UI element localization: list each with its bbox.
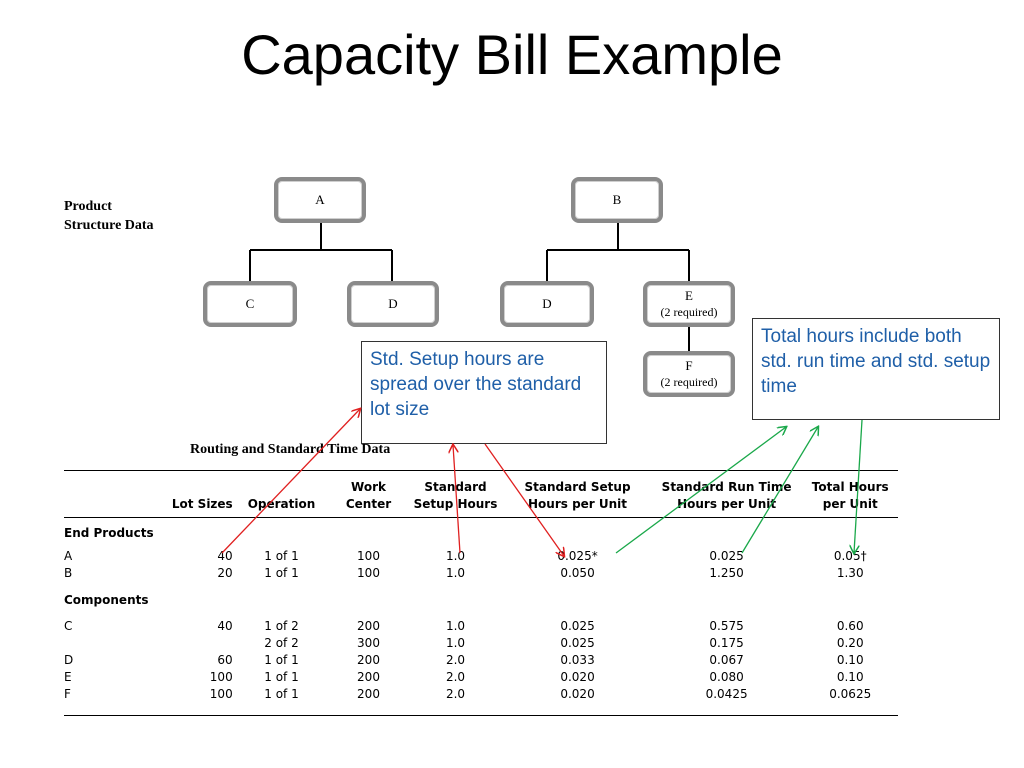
section-row-components: [64, 582, 898, 618]
node-b: [571, 177, 663, 223]
cell-lot: 100: [209, 670, 233, 684]
node-c-label: C: [245, 296, 255, 311]
node-a: [274, 177, 366, 223]
node-f-note: (2 required): [660, 375, 718, 389]
cell-lot: 40: [217, 619, 233, 633]
cell-setup-per-unit: 0.025: [560, 636, 595, 650]
node-d-under-a: [347, 281, 439, 327]
header-standard-setup-hours: Standard Setup Hours: [407, 471, 505, 518]
table-row: [64, 652, 898, 669]
cell-operation: 1 of 1: [264, 670, 299, 684]
cell-run-time: 0.025: [709, 549, 744, 563]
cell-setup: 2.0: [445, 653, 466, 667]
cell-total: 1.30: [836, 566, 864, 580]
node-e-label: E: [685, 288, 693, 303]
cell-setup: 1.0: [445, 566, 466, 580]
section-row-end-products: [64, 518, 898, 549]
cell-run-time: 0.080: [709, 670, 744, 684]
cell-total: 0.0625: [802, 686, 898, 716]
cell-work-center: 100: [357, 549, 380, 563]
cell-setup-per-unit: 0.025: [560, 619, 595, 633]
header-setup-per-unit: Standard Setup Hours per Unit: [504, 471, 650, 518]
cell-operation: 1 of 1: [264, 653, 299, 667]
cell-work-center: 200: [357, 619, 380, 633]
cell-lot: [133, 635, 233, 652]
node-c: [203, 281, 297, 327]
cell-lot: 40: [217, 549, 233, 563]
cell-work-center: 100: [357, 566, 380, 580]
cell-total: 0.10: [836, 670, 864, 684]
node-a-label: A: [315, 192, 325, 207]
cell-item: D: [64, 653, 74, 667]
table-header-row: [64, 471, 898, 518]
cell-item: F: [64, 686, 133, 716]
cell-setup-per-unit: 0.050: [560, 566, 595, 580]
cell-work-center: 300: [357, 636, 380, 650]
product-structure-label-line2: Structure Data: [64, 218, 154, 233]
cell-run-time: 0.575: [709, 619, 744, 633]
node-e: [643, 281, 735, 327]
cell-operation: 1 of 1: [264, 549, 299, 563]
header-lot-sizes: Lot Sizes: [133, 471, 233, 518]
cell-setup: 1.0: [445, 619, 466, 633]
cell-operation: 1 of 2: [264, 619, 299, 633]
cell-item: A: [64, 549, 73, 563]
cell-setup-per-unit: 0.020: [504, 686, 650, 716]
callout-total-hours: Total hours include both std. run time and std. setup time: [752, 318, 1000, 420]
cell-total: 0.10: [836, 653, 864, 667]
routing-heading: Routing and Standard Time Data: [190, 442, 391, 457]
table-row: [64, 618, 898, 635]
section-label: End Products: [64, 525, 154, 540]
node-f: [643, 351, 735, 397]
cell-setup: 1.0: [445, 549, 466, 563]
cell-operation: 1 of 1: [233, 686, 331, 716]
product-structure-label-line1: Product: [64, 199, 112, 214]
cell-lot: 60: [217, 653, 233, 667]
cell-total: 0.60: [836, 619, 864, 633]
table-row: [64, 635, 898, 652]
cell-operation: 2 of 2: [264, 636, 299, 650]
cell-setup: 1.0: [445, 636, 466, 650]
header-run-time: Standard Run Time Hours per Unit: [651, 471, 803, 518]
cell-run-time: 1.250: [709, 566, 744, 580]
cell-total: 0.05†: [833, 549, 867, 563]
header-item: [64, 471, 133, 518]
cell-total: 0.20: [836, 636, 864, 650]
node-d-label: D: [542, 296, 552, 311]
table-row: [64, 565, 898, 582]
node-d-label: D: [388, 296, 398, 311]
header-operation: Operation: [233, 471, 331, 518]
callout-setup-hours: Std. Setup hours are spread over the standard lot size: [361, 341, 607, 444]
cell-item: C: [64, 619, 73, 633]
cell-lot: 20: [217, 566, 233, 580]
node-e-note: (2 required): [660, 305, 718, 319]
cell-item: E: [64, 670, 72, 684]
cell-run-time: 0.0425: [651, 686, 803, 716]
node-f-label: F: [685, 358, 693, 373]
routing-table: [64, 470, 898, 716]
cell-operation: 1 of 1: [264, 566, 299, 580]
slide-title: Capacity Bill Example: [241, 23, 783, 86]
cell-setup-per-unit: 0.025*: [557, 549, 598, 563]
cell-work-center: 200: [357, 670, 380, 684]
cell-run-time: 0.175: [709, 636, 744, 650]
cell-run-time: 0.067: [709, 653, 744, 667]
header-total-hours: Total Hours per Unit: [802, 471, 898, 518]
cell-setup: 2.0: [407, 686, 505, 716]
table-row: [64, 686, 898, 716]
table-row: [64, 669, 898, 686]
node-b-label: B: [612, 192, 622, 207]
cell-item: B: [64, 566, 73, 580]
cell-setup: 2.0: [445, 670, 466, 684]
cell-work-center: 200: [357, 653, 380, 667]
table-row: [64, 548, 898, 565]
cell-setup-per-unit: 0.020: [560, 670, 595, 684]
cell-lot: 100: [133, 686, 233, 716]
node-d-under-b: [500, 281, 594, 327]
header-work-center: Work Center: [330, 471, 406, 518]
cell-item: [64, 635, 133, 652]
section-label: Components: [64, 592, 149, 607]
cell-setup-per-unit: 0.033: [560, 653, 595, 667]
cell-work-center: 200: [330, 686, 406, 716]
